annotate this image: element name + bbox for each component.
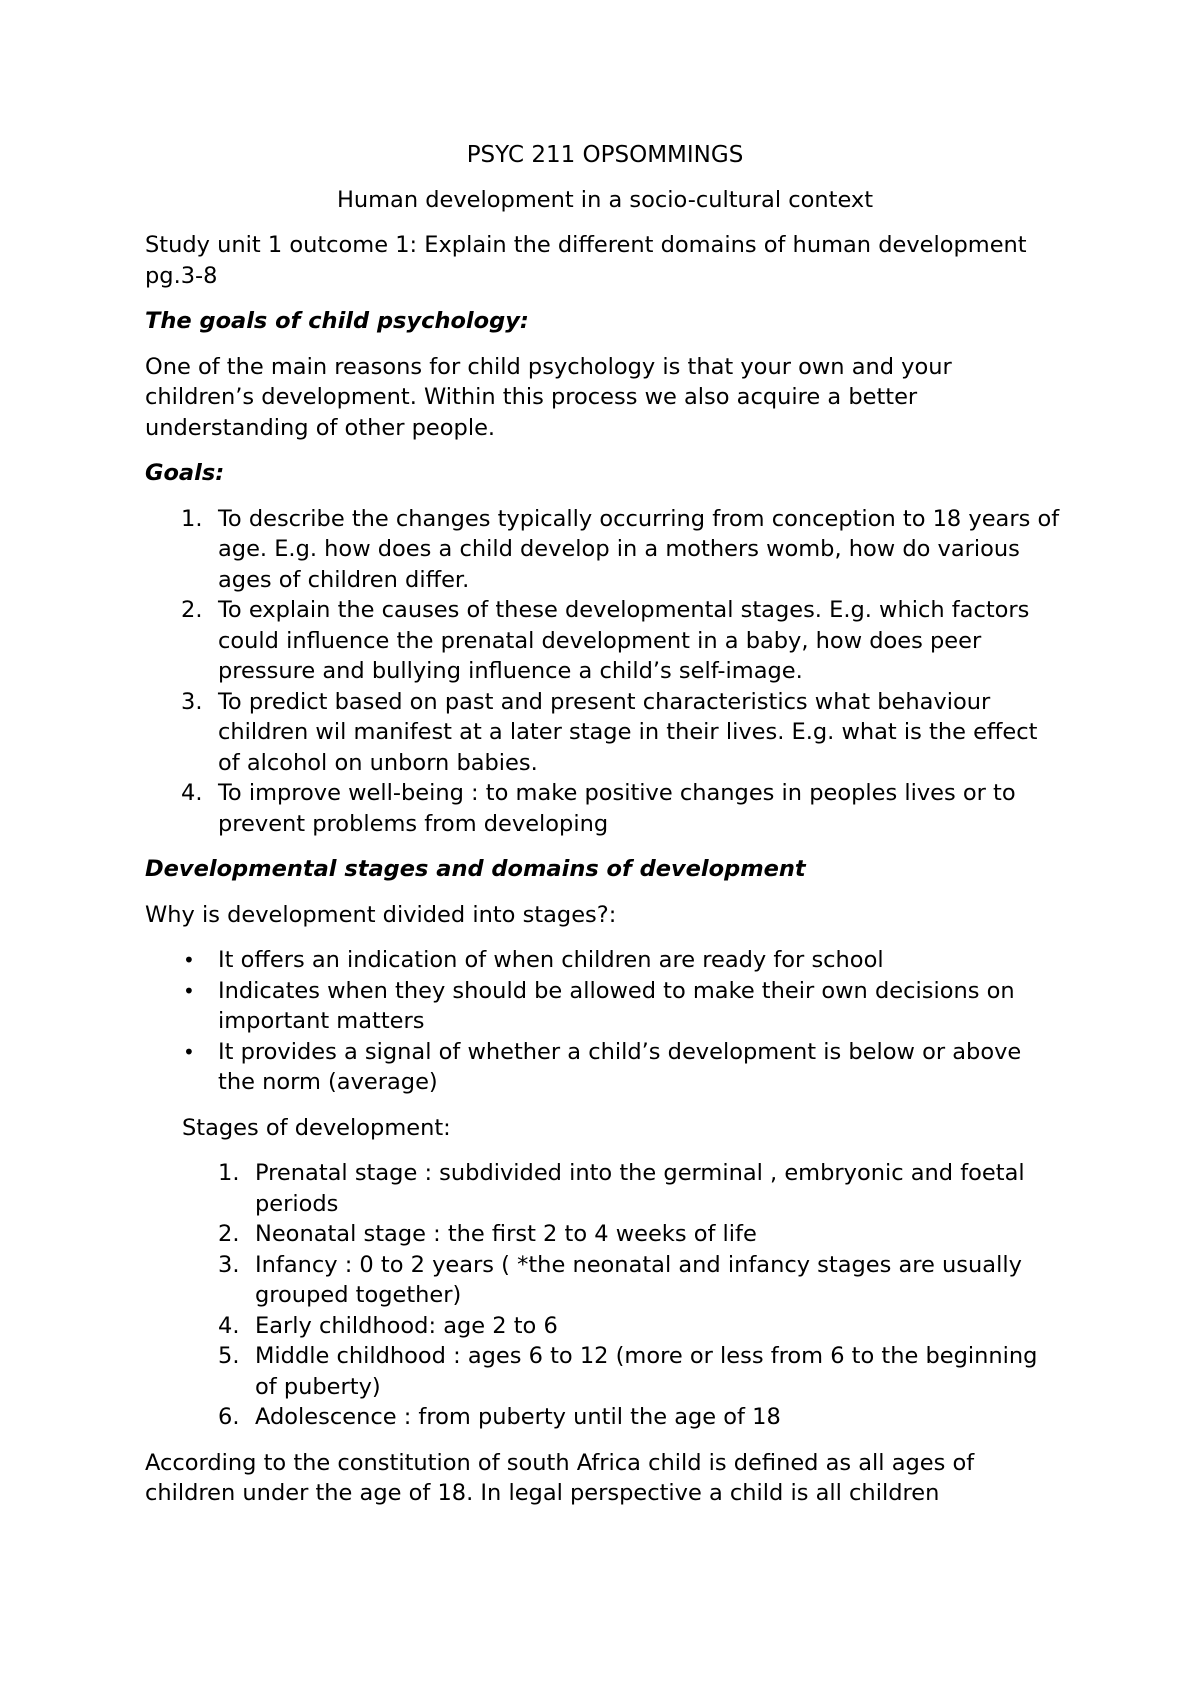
list-item-text: It provides a signal of whether a child’s development is below or above the norm (average) — [218, 1038, 1022, 1095]
list-item — [145, 1250, 1065, 1311]
list-number: 2. — [218, 1221, 240, 1247]
list-number: 3. — [218, 1251, 240, 1278]
section-heading-developmental-stages: Developmental stages and domains of development — [145, 856, 806, 882]
list-item — [145, 1402, 1065, 1433]
list-item-text: Middle childhood : ages 6 to 12 (more or less from 6 to the beginning of puberty) — [255, 1343, 1038, 1400]
list-item-text: To improve well-being : to make positive changes in peoples lives or to prevent problems from developing — [218, 780, 1016, 837]
list-item — [145, 1158, 1065, 1219]
list-item-text: Infancy : 0 to 2 years ( *the neonatal and infancy stages are usually grouped together) — [255, 1251, 1022, 1308]
list-item — [145, 504, 1065, 596]
list-number: 5. — [218, 1343, 240, 1369]
why-question: Why is development divided into stages?: — [145, 901, 617, 928]
list-item-text: Early childhood: age 2 to 6 — [255, 1312, 558, 1339]
list-item-text: Adolescence : from puberty until the age of 18 — [255, 1404, 781, 1430]
stages-list — [145, 1158, 1065, 1433]
list-item-text: To explain the causes of these developmental stages. E.g. which factors could influence the prenatal development in a baby, how does peer pressure and bullying influence a child’s self-image. — [218, 597, 1030, 684]
list-number: 4. — [181, 780, 203, 806]
list-item — [145, 1341, 1065, 1402]
list-item — [145, 1311, 1065, 1342]
goals-heading: Goals: — [145, 460, 225, 486]
list-item — [145, 945, 1065, 976]
goals-list — [145, 504, 1065, 840]
intro-paragraph: One of the main reasons for child psychology is that your own and your children’s development. Within this process we also acquire a better understanding of other people. — [145, 353, 952, 441]
list-item — [145, 595, 1065, 687]
bullet-icon: • — [183, 978, 195, 1003]
list-item — [145, 687, 1065, 779]
list-item — [145, 1219, 1065, 1250]
list-item-text: To predict based on past and present characteristics what behaviour children wil manifest at a later stage in their lives. E.g. what is the effect of alcohol on unborn babies. — [218, 688, 1038, 776]
document-subtitle: Human development in a socio-cultural context — [336, 186, 874, 213]
list-number: 1. — [218, 1160, 240, 1186]
list-item-text: To describe the changes typically occurring from conception to 18 years of age. E.g. how does a child develop in a mothers womb, how do various ages of children differ. — [218, 505, 1060, 593]
list-item — [145, 976, 1065, 1037]
reasons-list — [145, 945, 1065, 1098]
document-page — [145, 140, 1065, 1524]
stages-heading: Stages of development: — [182, 1114, 451, 1141]
list-item-text: Indicates when they should be allowed to make their own decisions on important matters — [218, 977, 1015, 1034]
list-item — [145, 778, 1065, 839]
bullet-icon: • — [183, 948, 195, 972]
list-number: 1. — [181, 505, 203, 532]
section-heading-goals-of-child-psychology: The goals of child psychology: — [145, 308, 529, 334]
list-number: 3. — [181, 688, 203, 715]
bullet-icon: • — [183, 1039, 195, 1064]
closing-paragraph: According to the constitution of south Africa child is defined as all ages of children under the age of 18. In legal perspective a child is all children — [145, 1449, 975, 1506]
list-number: 6. — [218, 1404, 240, 1430]
list-number: 2. — [181, 597, 203, 623]
list-item-text: Prenatal stage : subdivided into the germinal , embryonic and foetal periods — [255, 1160, 1025, 1217]
study-outcome: Study unit 1 outcome 1: Explain the different domains of human development pg.3-8 — [145, 232, 1027, 289]
list-item-text: Neonatal stage : the first 2 to 4 weeks of life — [255, 1221, 757, 1247]
list-item — [145, 1037, 1065, 1098]
list-number: 4. — [218, 1312, 240, 1339]
document-title: PSYC 211 OPSOMMINGS — [466, 142, 744, 168]
list-item-text: It offers an indication of when children are ready for school — [218, 947, 884, 973]
